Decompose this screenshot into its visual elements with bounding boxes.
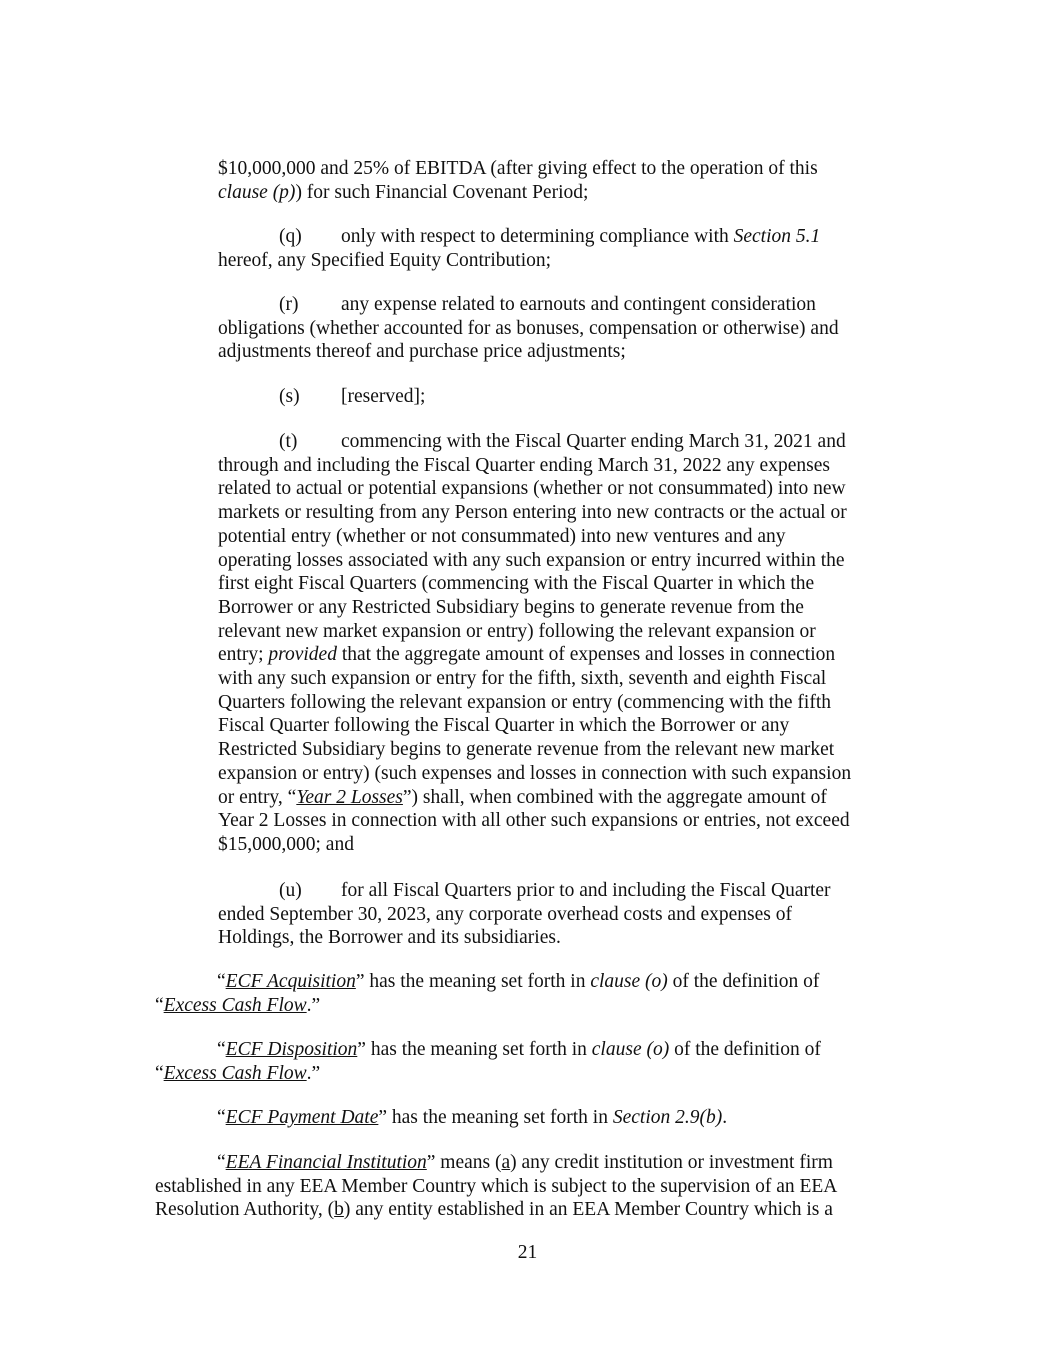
open-quote: “ bbox=[155, 994, 164, 1016]
eea-line-3-b: ) any entity established in an EEA Member Country which is a bbox=[343, 1199, 833, 1221]
ecf-acquisition-line-1 bbox=[155, 970, 819, 994]
defined-term-year-2-losses: Year 2 Losses bbox=[296, 786, 403, 808]
ecf-acquisition-text-b: of the definition of bbox=[667, 971, 820, 992]
clause-t-line-15: expansion or entry) (such expenses and losses in connection with such expansion bbox=[218, 762, 852, 784]
open-quote: “ bbox=[217, 1039, 226, 1060]
clause-reference: clause (o) bbox=[591, 1039, 670, 1060]
clause-t-line-9: relevant new market expansion or entry) following the relevant expansion or bbox=[218, 620, 816, 642]
eea-line-2: established in any EEA Member Country which is subject to the supervision of an EEA bbox=[155, 1175, 838, 1197]
clause-t bbox=[218, 430, 851, 857]
clause-t-line-16-b: ”) shall, when combined with the aggregate amount of bbox=[402, 786, 827, 808]
eea-line-3 bbox=[155, 1198, 837, 1222]
provided-term: provided bbox=[268, 644, 337, 666]
page-number: 21 bbox=[517, 1242, 538, 1263]
clause-t-label: (t) bbox=[279, 431, 298, 452]
clause-t-line-6: operating losses associated with any such expansion or entry incurred within the bbox=[218, 549, 845, 571]
clause-r-label: (r) bbox=[279, 294, 299, 315]
defined-term-ecf-disposition: ECF Disposition bbox=[225, 1039, 358, 1060]
clause-s bbox=[218, 385, 425, 409]
clause-q bbox=[218, 225, 820, 272]
clause-s-text: [reserved]; bbox=[341, 386, 426, 407]
clause-q-line-2: hereof, any Specified Equity Contribution; bbox=[218, 249, 552, 271]
close-quote: .” bbox=[306, 994, 321, 1016]
clause-r-line-1 bbox=[218, 293, 839, 317]
clause-r-text: any expense related to earnouts and contingent consideration bbox=[341, 294, 816, 315]
ecf-disposition-text-b: of the definition of bbox=[669, 1039, 821, 1060]
clause-t-line-18: $15,000,000; and bbox=[218, 833, 354, 855]
clause-p-line-1: $10,000,000 and 25% of EBITDA (after giving effect to the operation of this bbox=[218, 158, 818, 179]
defined-term-ecf-acquisition: ECF Acquisition bbox=[225, 971, 356, 992]
clause-q-line-1 bbox=[218, 225, 820, 249]
clause-u-label: (u) bbox=[279, 880, 302, 901]
period: . bbox=[722, 1107, 728, 1128]
clause-u-line-2: ended September 30, 2023, any corporate overhead costs and expenses of bbox=[218, 903, 792, 925]
ecf-payment-date-line-1 bbox=[155, 1106, 727, 1130]
ecf-acquisition-text: ” has the meaning set forth in bbox=[355, 971, 591, 992]
item-a-marker: a bbox=[501, 1152, 511, 1173]
clause-r-line-2: obligations (whether accounted for as bonuses, compensation or otherwise) and bbox=[218, 317, 839, 339]
clause-t-line-17: Year 2 Losses in connection with all other such expansions or entries, not exceed bbox=[218, 810, 850, 832]
close-quote: .” bbox=[306, 1062, 321, 1084]
clause-s-label: (s) bbox=[279, 386, 300, 407]
clause-t-line-10-a: entry; bbox=[218, 644, 269, 666]
clause-u-line-3: Holdings, the Borrower and its subsidiaries. bbox=[218, 927, 561, 949]
clause-u bbox=[218, 879, 831, 950]
clause-p-reference: clause (p) bbox=[218, 181, 296, 203]
clause-p-continuation bbox=[218, 157, 818, 204]
clause-q-text: only with respect to determining compliance with bbox=[341, 226, 734, 247]
clause-p-line-2-text: ) for such Financial Covenant Period; bbox=[295, 181, 589, 203]
clause-t-line-4: markets or resulting from any Person entering into new contracts or the actual or bbox=[218, 502, 847, 524]
definition-eea-financial-institution bbox=[155, 1151, 837, 1222]
clause-t-text: commencing with the Fiscal Quarter ending March 31, 2021 and bbox=[341, 431, 846, 452]
clause-u-text: for all Fiscal Quarters prior to and including the Fiscal Quarter bbox=[341, 880, 831, 901]
eea-line-1 bbox=[155, 1151, 837, 1175]
defined-term-eea-financial-institution: EEA Financial Institution bbox=[225, 1152, 427, 1173]
defined-term-excess-cash-flow: Excess Cash Flow bbox=[163, 1062, 307, 1084]
ecf-acquisition-line-2 bbox=[155, 994, 819, 1018]
definition-ecf-acquisition bbox=[155, 970, 819, 1017]
open-quote: “ bbox=[217, 1152, 226, 1173]
clause-t-line-10-b: that the aggregate amount of expenses and losses in connection bbox=[336, 644, 836, 666]
clause-t-line-7: first eight Fiscal Quarters (commencing with the Fiscal Quarter in which the bbox=[218, 573, 815, 595]
ecf-disposition-line-1 bbox=[155, 1038, 821, 1062]
clause-t-line-3: related to actual or potential expansions (whether or not consummated) into new bbox=[218, 478, 846, 500]
item-b-marker: b bbox=[334, 1199, 344, 1221]
clause-t-line-16 bbox=[218, 786, 851, 810]
clause-t-line-16-a: or entry, “ bbox=[218, 786, 297, 808]
eea-text-b: ) any credit institution or investment firm bbox=[510, 1152, 833, 1173]
open-quote: “ bbox=[155, 1062, 164, 1084]
clause-t-line-14: Restricted Subsidiary begins to generate revenue from the relevant new market bbox=[218, 739, 835, 761]
clause-t-line-11: with any such expansion or entry for the fifth, sixth, seventh and eighth Fiscal bbox=[218, 668, 827, 690]
eea-text-a: ” means ( bbox=[426, 1152, 502, 1173]
definition-ecf-payment-date bbox=[155, 1106, 727, 1130]
open-quote: “ bbox=[217, 971, 226, 992]
definition-ecf-disposition bbox=[155, 1038, 821, 1085]
clause-r-line-3: adjustments thereof and purchase price adjustments; bbox=[218, 341, 626, 363]
clause-t-line-1 bbox=[218, 430, 851, 454]
section-reference: Section 2.9(b) bbox=[612, 1107, 723, 1128]
section-reference: Section 5.1 bbox=[733, 226, 821, 247]
defined-term-excess-cash-flow: Excess Cash Flow bbox=[163, 994, 307, 1016]
clause-t-line-13: Fiscal Quarter following the Fiscal Quarter in which the Borrower or any bbox=[218, 715, 790, 737]
clause-u-line-1 bbox=[218, 879, 831, 903]
defined-term-ecf-payment-date: ECF Payment Date bbox=[225, 1107, 379, 1128]
clause-t-line-2: through and including the Fiscal Quarter ending March 31, 2022 any expenses bbox=[218, 454, 830, 476]
clause-reference: clause (o) bbox=[590, 971, 668, 992]
ecf-disposition-text: ” has the meaning set forth in bbox=[357, 1039, 592, 1060]
clause-r bbox=[218, 293, 839, 364]
eea-line-3-a: Resolution Authority, ( bbox=[155, 1199, 335, 1221]
clause-t-line-10 bbox=[218, 643, 851, 667]
open-quote: “ bbox=[217, 1107, 226, 1128]
clause-t-line-12: Quarters following the relevant expansion or entry (commencing with the fifth bbox=[218, 691, 831, 713]
ecf-disposition-line-2 bbox=[155, 1062, 821, 1086]
clause-t-line-8: Borrower or any Restricted Subsidiary begins to generate revenue from the bbox=[218, 596, 804, 618]
ecf-payment-date-text: ” has the meaning set forth in bbox=[378, 1107, 613, 1128]
clause-t-line-5: potential entry (whether or not consummated) into new ventures and any bbox=[218, 525, 786, 547]
clause-q-label: (q) bbox=[279, 226, 302, 247]
clause-p-line-2 bbox=[218, 181, 818, 205]
clause-s-line-1 bbox=[218, 385, 425, 409]
